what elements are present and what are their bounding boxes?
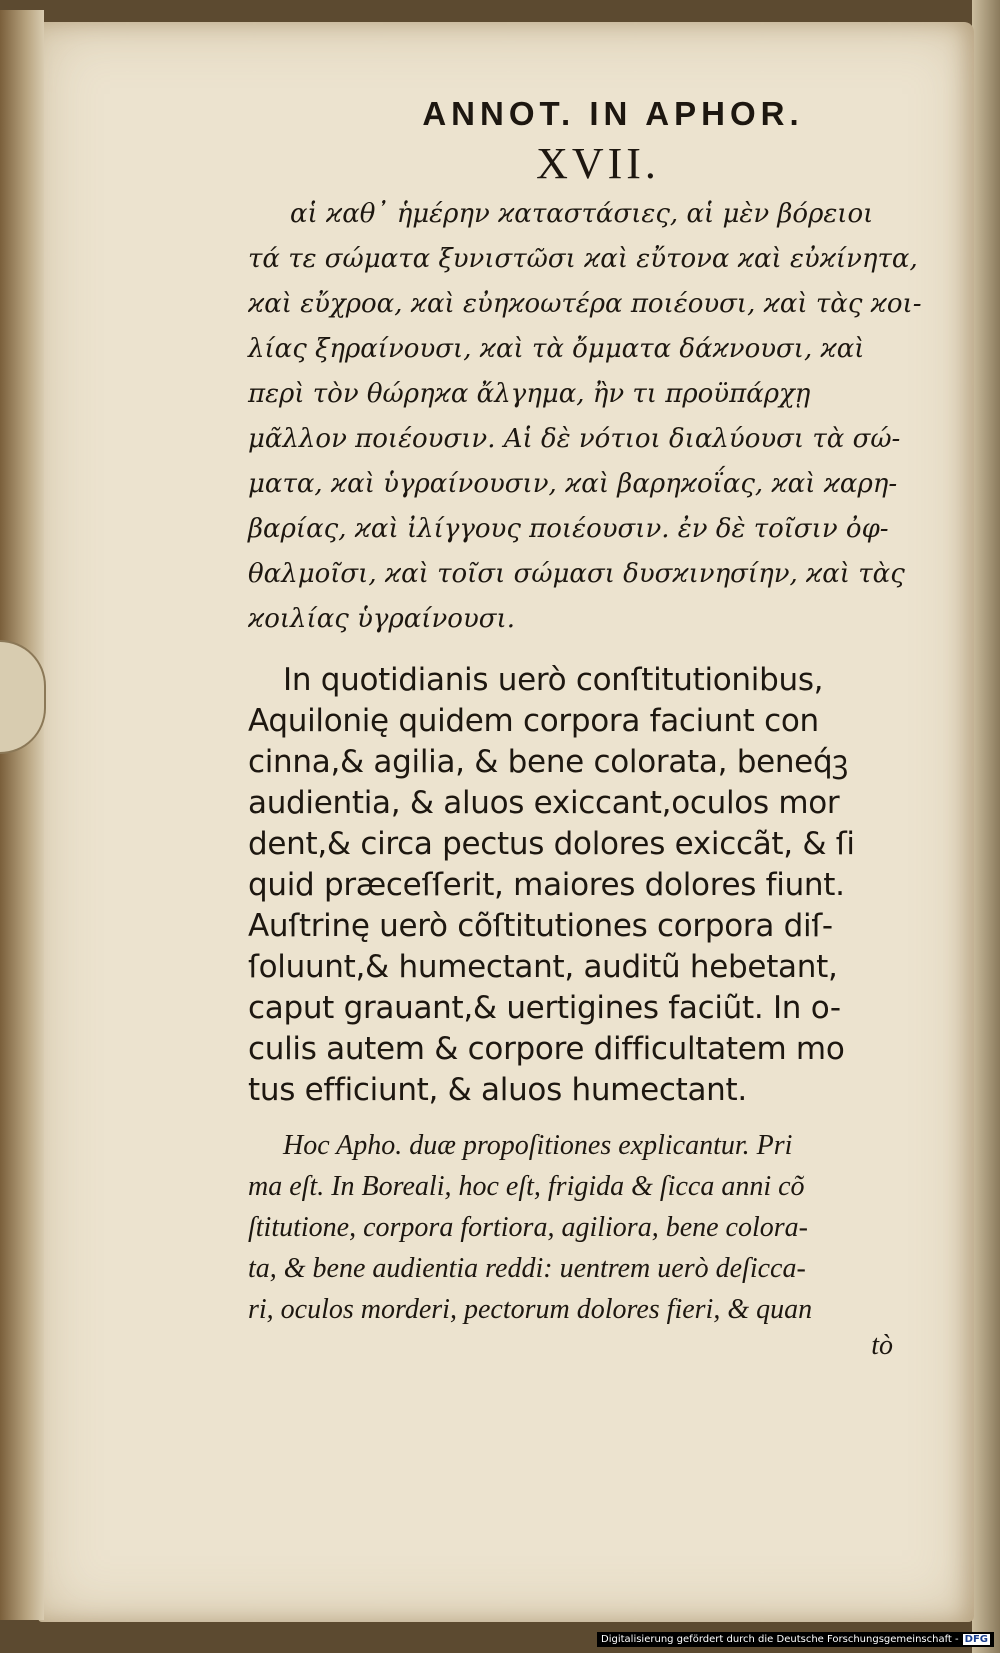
latin-line: audientia, & aluos exiccant,oculos mor — [248, 785, 840, 821]
greek-line: ϰοιλίας ὑγραίνουσι. — [248, 604, 515, 634]
latin-line: In quotidianis uerò conſtitutionibus, — [283, 662, 824, 698]
latin-translation — [248, 660, 948, 1111]
commentary-line: ri, oculos morderi, pectorum dolores fieri, & quan — [248, 1294, 813, 1325]
commentary — [248, 1125, 948, 1330]
book-gutter — [0, 10, 44, 1620]
greek-line: βαρίας, ϰαὶ ἰλίγγους ποιέουσιν. ἐν δὲ τοῖσιν ὀφ- — [248, 514, 889, 544]
digitization-credit — [597, 1632, 994, 1647]
greek-aphorism — [248, 192, 948, 642]
section-number: XVII. — [536, 139, 660, 188]
greek-line: ϰαὶ εὔχροα, ϰαὶ εὐηϰοωτέρα ποιέουσι, ϰαὶ τὰς ϰοι- — [248, 289, 922, 319]
commentary-line: ta, & bene audientia reddi: uentrem uerò deſicca- — [248, 1253, 806, 1284]
greek-line: τά τε σώματα ξυνιστῶσι ϰαὶ εὔτονα ϰαὶ εὐϰίνητα, — [248, 244, 918, 274]
latin-line: culis autem & corpore difficultatem mo — [248, 1031, 845, 1067]
commentary-line: ma eſt. In Boreali, hoc eſt, frigida & ſicca anni cõ — [248, 1171, 805, 1202]
latin-line: ſoluunt,& humectant, auditũ hebetant, — [248, 949, 838, 985]
catchword: tò — [871, 1330, 893, 1361]
greek-line: λίας ξηραίνουσι, ϰαὶ τὰ ὄμματα δάϰνουσι, ϰαὶ — [248, 334, 865, 364]
commentary-line: Hoc Apho. duæ propoſitiones explicantur. Pri — [283, 1130, 793, 1161]
greek-line: θαλμοῖσι, ϰαὶ τοῖσι σώμασι δυσϰινησίην, ϰαὶ τὰς — [248, 559, 905, 589]
page-text-block — [248, 92, 948, 1362]
latin-line: caput grauant,& uertigines faciũt. In o- — [248, 990, 841, 1026]
greek-line: ματα, ϰαὶ ὑγραίνουσιν, ϰαὶ βαρηϰοΐας, ϰαὶ ϰαρη- — [248, 469, 898, 499]
latin-line: quid præceſſerit, maiores dolores fiunt. — [248, 867, 845, 903]
latin-line: Auſtrinę uerò cõſtitutiones corpora diſ- — [248, 908, 833, 944]
book-right-edge — [972, 0, 1000, 1653]
greek-line: περὶ τὸν θώρηϰα ἄλγημα, ἢν τι προϋπάρχῃ — [248, 379, 811, 409]
latin-line: cinna,& agilia, & bene colorata, beneq́ꝫ — [248, 744, 848, 780]
latin-line: Aquilonię quidem corpora faciunt con — [248, 703, 819, 739]
greek-line: αἱ ϰαθ᾽ ἡμέρην ϰαταστάσιες, αἱ μὲν βόρειοι — [290, 199, 874, 229]
latin-line: tus efficiunt, & aluos humectant. — [248, 1072, 747, 1108]
commentary-line: ſtitutione, corpora fortiora, agiliora, bene colora- — [248, 1212, 808, 1243]
credit-text: Digitalisierung gefördert durch die Deutsche Forschungsgemeinschaft - — [601, 1634, 959, 1645]
latin-line: dent,& circa pectus dolores exiccãt, & ſi — [248, 826, 855, 862]
dfg-logo: DFG — [964, 1634, 988, 1645]
running-header: ANNOT. IN APHOR. — [422, 95, 804, 132]
greek-line: μᾶλλον ποιέουσιν. Αἱ δὲ νότιοι διαλύουσι τὰ σώ- — [248, 424, 901, 454]
